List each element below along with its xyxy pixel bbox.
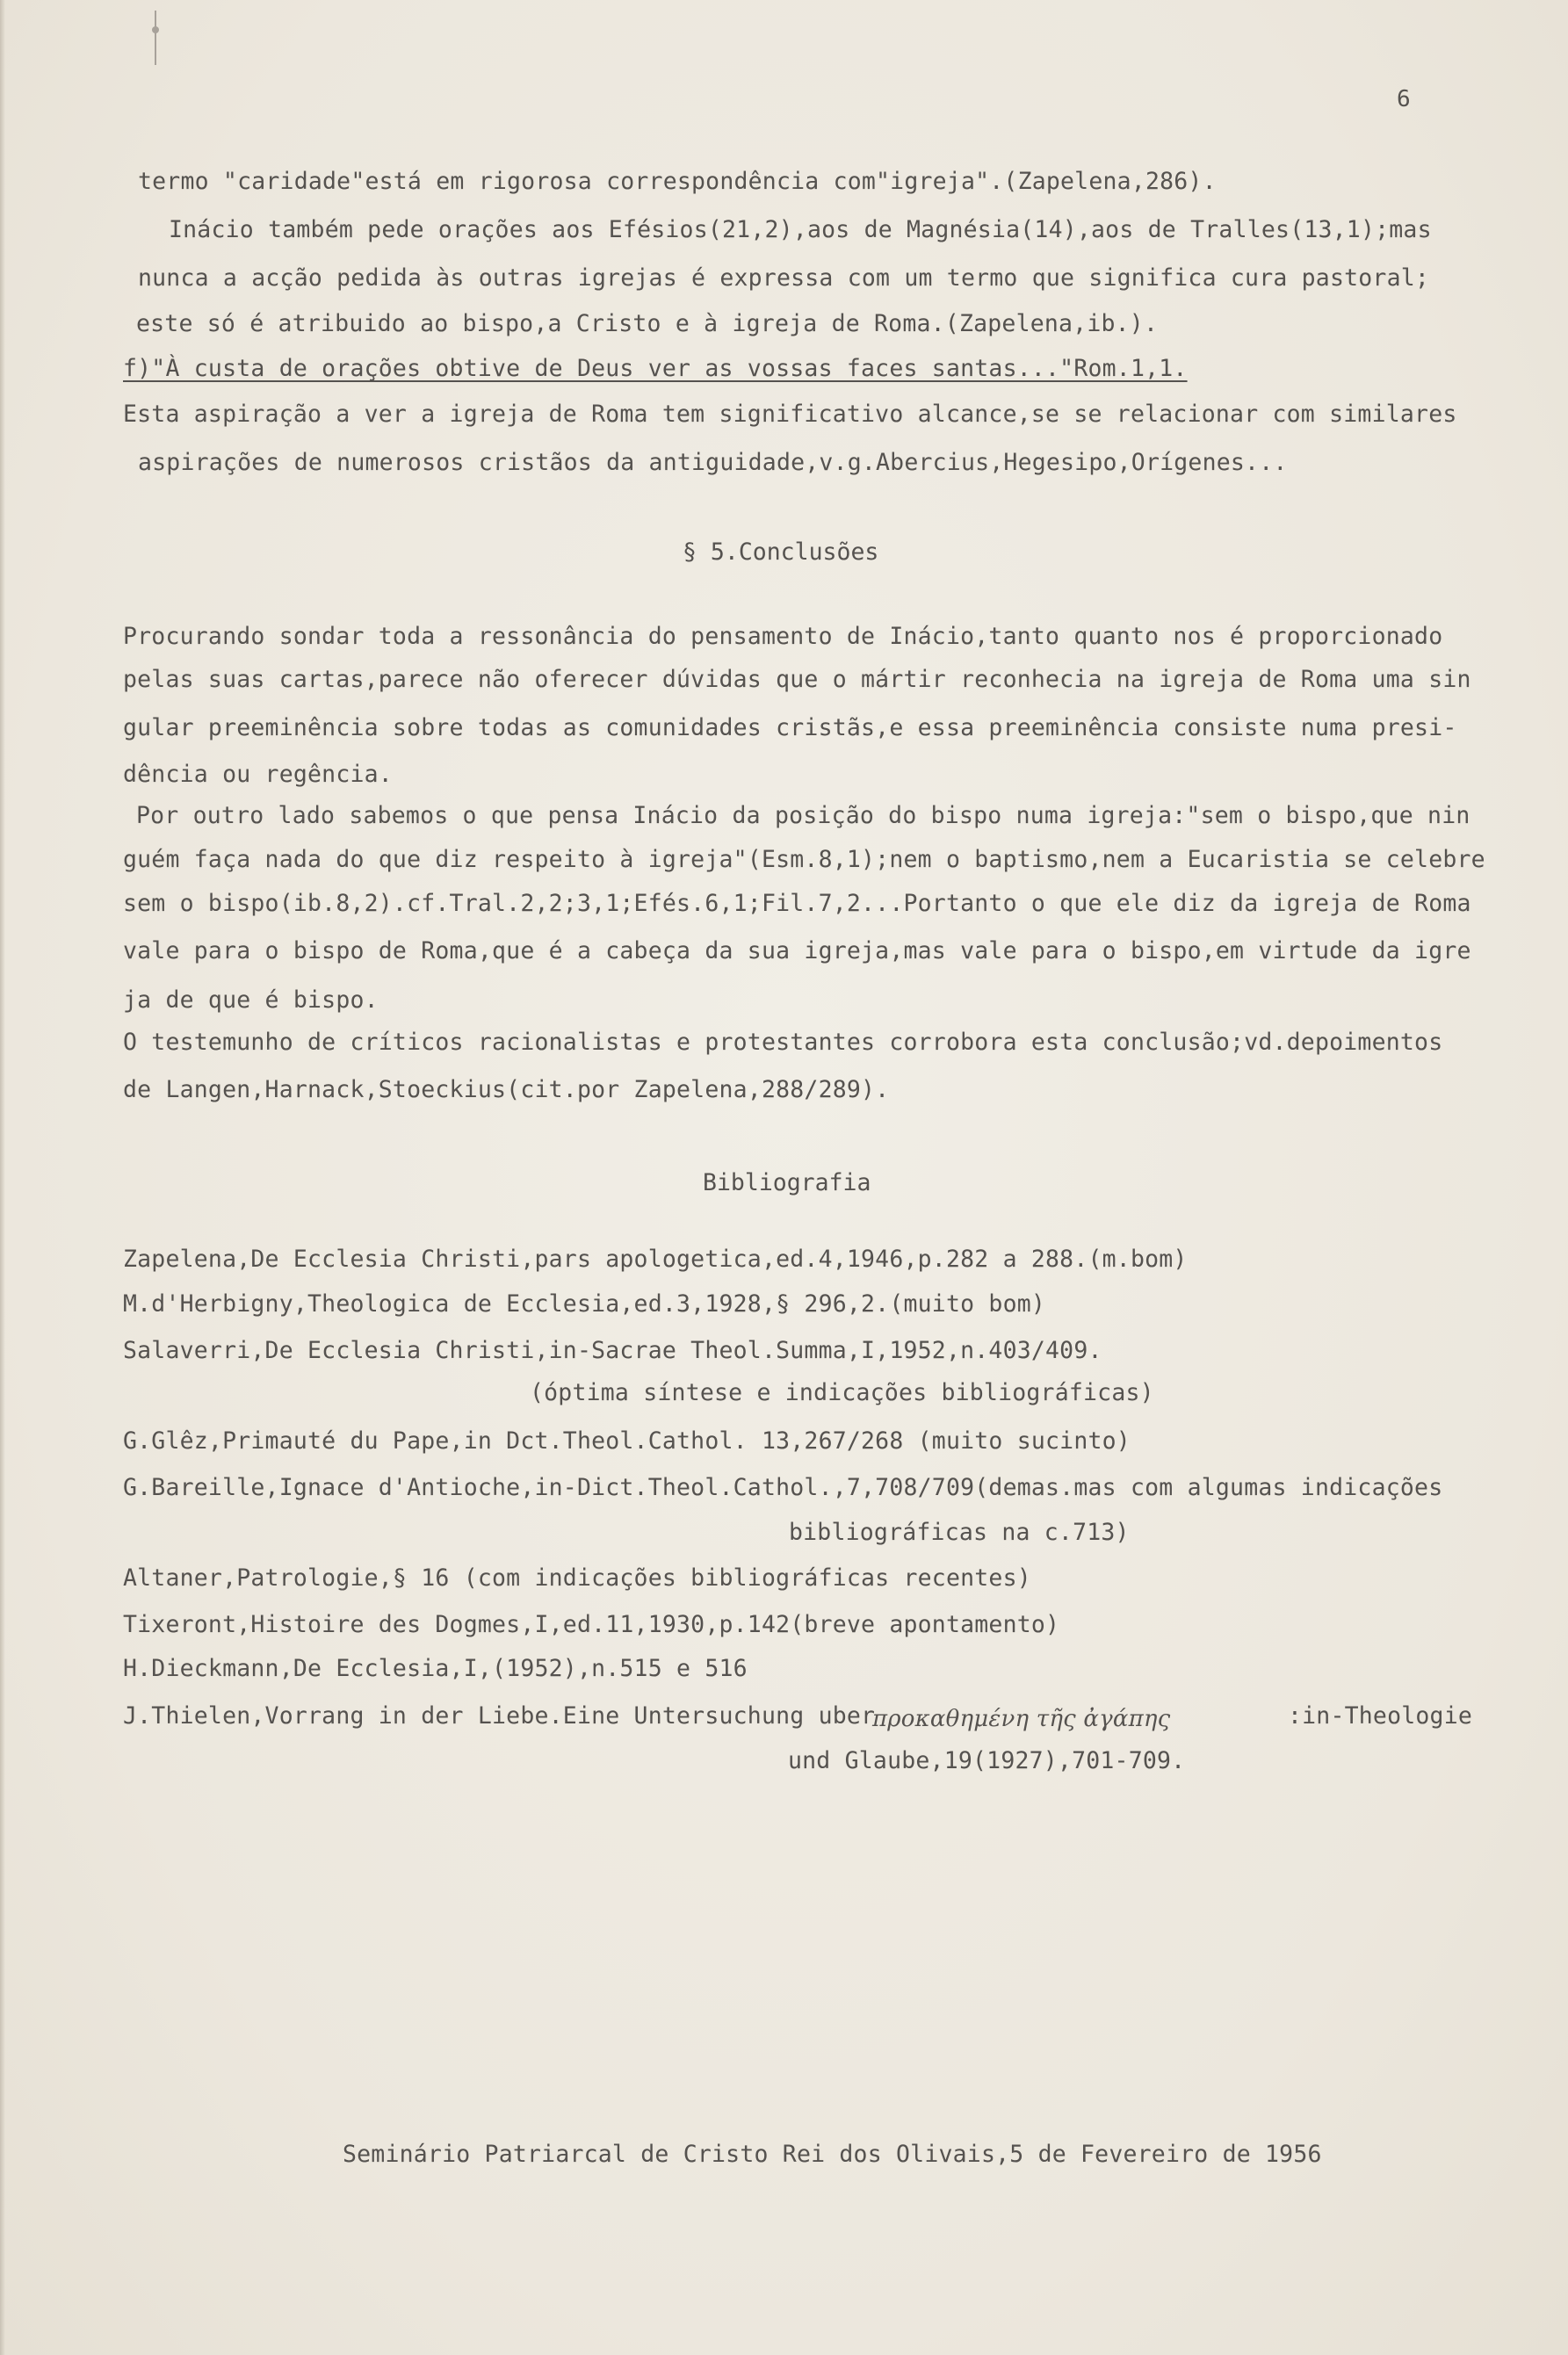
conclusion-line: dência ou regência. — [123, 761, 393, 788]
conclusion-line: pelas suas cartas,parece não oferecer dúvidas que o mártir reconhecia na igreja de Roma uma sin — [123, 666, 1471, 693]
conclusion-line: de Langen,Harnack,Stoeckius(cit.por Zapelena,288/289). — [123, 1076, 890, 1103]
bibliography-entry: Zapelena,De Ecclesia Christi,pars apologetica,ed.4,1946,p.282 a 288.(m.bom) — [123, 1246, 1188, 1273]
conclusion-line: gular preeminência sobre todas as comunidades cristãs,e essa preeminência consiste numa presi- — [123, 714, 1457, 741]
conclusion-line: Por outro lado sabemos o que pensa Inácio da posição do bispo numa igreja:"sem o bispo,que nin — [136, 802, 1470, 829]
body-line: Inácio também pede orações aos Efésios(21,2),aos de Magnésia(14),aos de Tralles(13,1);mas — [169, 216, 1432, 243]
footer-signature-line: Seminário Patriarcal de Cristo Rei dos Olivais,5 de Fevereiro de 1956 — [343, 2141, 1322, 2168]
bibliography-entry: Salaverri,De Ecclesia Christi,in-Sacrae Theol.Summa,I,1952,n.403/409. — [123, 1337, 1102, 1364]
bibliography-entry: M.d'Herbigny,Theologica de Ecclesia,ed.3,1928,§ 296,2.(muito bom) — [123, 1290, 1046, 1318]
conclusion-line: guém faça nada do que diz respeito à igreja"(Esm.8,1);nem o baptismo,nem a Eucaristia se celebre — [123, 846, 1485, 873]
conclusion-line: O testemunho de críticos racionalistas e protestantes corrobora esta conclusão;vd.depoimentos — [123, 1029, 1443, 1056]
bibliography-greek-phrase: προκαθημένη τῆς ἀγάπης — [872, 1706, 1171, 1732]
conclusion-line: ja de que é bispo. — [123, 986, 379, 1014]
conclusion-line: sem o bispo(ib.8,2).cf.Tral.2,2;3,1;Efés.6,1;Fil.7,2...Portanto o que ele diz da igreja de Roma — [123, 890, 1471, 917]
body-line-quote: f)"À custa de orações obtive de Deus ver as vossas faces santas..."Rom.1,1. — [123, 355, 1188, 382]
section-heading: § 5.Conclusões — [683, 538, 879, 566]
body-line: nunca a acção pedida às outras igrejas é expressa com um termo que significa cura pastoral; — [138, 264, 1430, 292]
conclusion-line: Procurando sondar toda a ressonância do pensamento de Inácio,tanto quanto nos é proporcionado — [123, 623, 1443, 650]
bibliography-entry: J.Thielen,Vorrang in der Liebe.Eine Untersuchung uber — [123, 1702, 876, 1730]
bibliography-entry-note: (óptima síntese e indicações bibliográficas) — [530, 1379, 1154, 1406]
page-edge-shadow — [0, 0, 5, 2355]
body-line: termo "caridade"está em rigorosa correspondência com"igreja".(Zapelena,286). — [138, 168, 1217, 195]
bibliography-entry-source: :in-Theologie — [1288, 1702, 1473, 1730]
bibliography-entry: Tixeront,Histoire des Dogmes,I,ed.11,1930,p.142(breve apontamento) — [123, 1611, 1060, 1638]
bibliography-entry: G.Bareille,Ignace d'Antioche,in-Dict.Theol.Cathol.,7,708/709(demas.mas com algumas indicações — [123, 1474, 1443, 1501]
bibliography-heading: Bibliografia — [703, 1169, 871, 1196]
bibliography-entry: G.Glêz,Primauté du Pape,in Dct.Theol.Cathol. 13,267/268 (muito sucinto) — [123, 1427, 1131, 1455]
body-line: este só é atribuido ao bispo,a Cristo e à igreja de Roma.(Zapelena,ib.). — [136, 310, 1159, 337]
bibliography-entry: H.Dieckmann,De Ecclesia,I,(1952),n.515 e 516 — [123, 1655, 748, 1682]
conclusion-line: vale para o bispo de Roma,que é a cabeça da sua igreja,mas vale para o bispo,em virtude da igre — [123, 937, 1471, 964]
bibliography-entry: Altaner,Patrologie,§ 16 (com indicações bibliográficas recentes) — [123, 1564, 1031, 1592]
page-number: 6 — [1397, 86, 1411, 112]
bibliography-entry-note: bibliográficas na c.713) — [789, 1519, 1130, 1546]
bibliography-entry-continuation: und Glaube,19(1927),701-709. — [788, 1747, 1186, 1774]
binding-mark — [155, 11, 156, 65]
body-line: Esta aspiração a ver a igreja de Roma tem significativo alcance,se se relacionar com similares — [123, 401, 1457, 428]
body-line: aspirações de numerosos cristãos da antiguidade,v.g.Abercius,Hegesipo,Orígenes... — [138, 449, 1288, 476]
